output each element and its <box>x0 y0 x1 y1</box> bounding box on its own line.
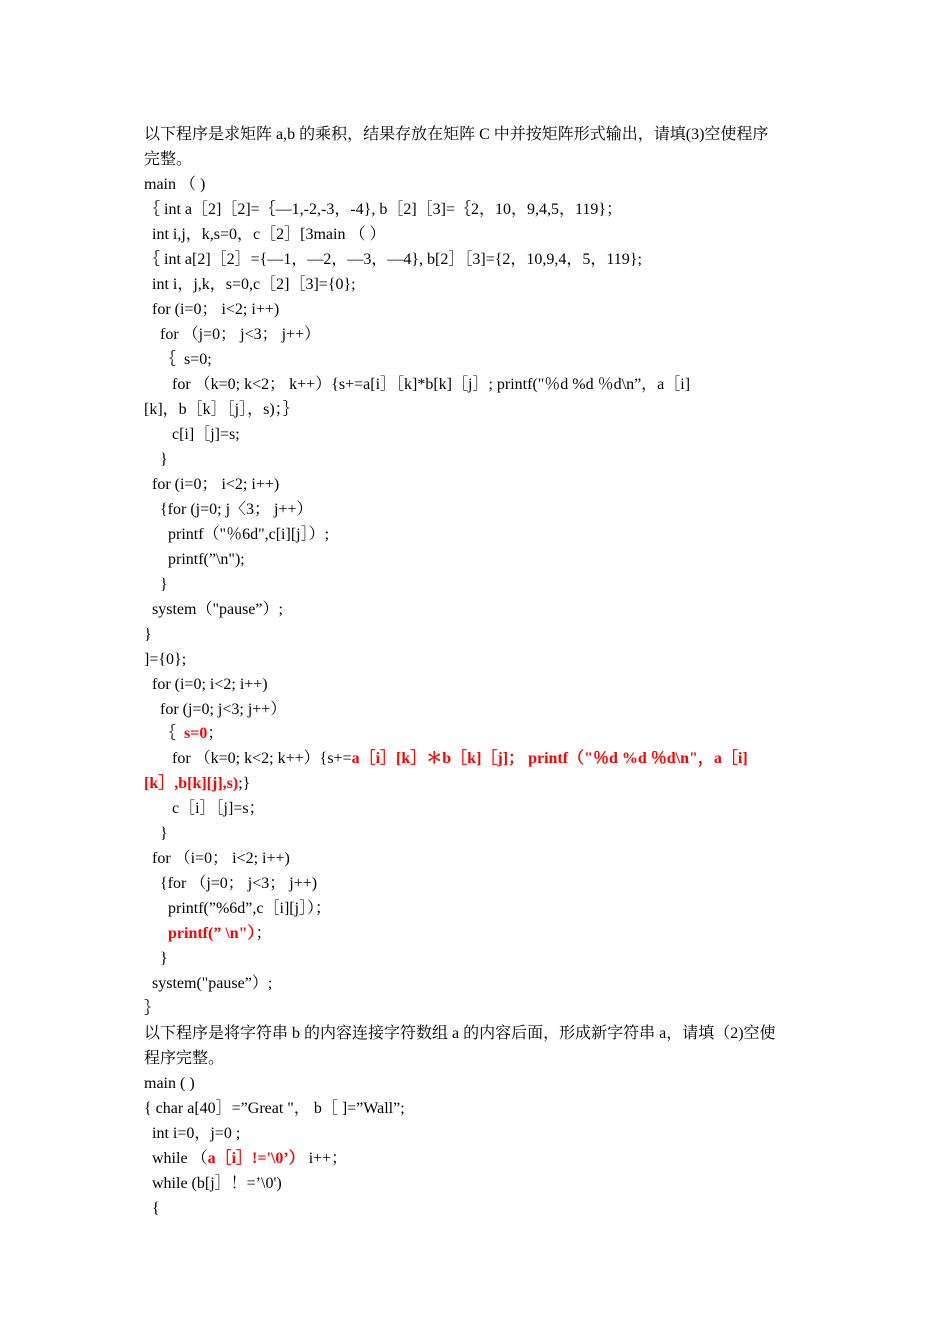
code-line: c［i］［j]=s； <box>144 800 265 817</box>
code-line: for (i=0; i<2; i++) <box>144 676 268 693</box>
code-line: } <box>144 576 168 593</box>
code-line: for （j=0； j<3； j++） <box>144 326 321 343</box>
code-line: ｛ s=0; <box>144 351 212 368</box>
code-line: ｝ <box>144 1000 161 1017</box>
code-text: i++； <box>304 1150 348 1167</box>
code-line: } <box>144 626 152 643</box>
answer-blank-2: a［i］[k］＊b［k]［j]； printf（"％d %d ％d\n"，a［i] <box>351 750 748 767</box>
code-line: printf(”\n"); <box>144 551 245 568</box>
code-text: ;} <box>238 775 251 792</box>
code-line: main ( ) <box>144 1075 195 1092</box>
code-line-answer-sum-cont <box>144 774 820 794</box>
code-line: for (j=0; j<3; j++） <box>144 701 287 718</box>
code-line: ｛ int a[2]［2］={—1，—2，—3，—4}, b[2］［3]={2，10,9,4，5，119}; <box>144 251 642 268</box>
code-text: ； <box>255 925 272 942</box>
code-line: for (i=0； i<2; i++) <box>144 476 280 493</box>
code-line: for （k=0; k<2； k++）{s+=a[i］［k]*b[k]［j］; printf("％d %d ％d\n”，a［i] <box>144 376 691 393</box>
code-line: int i,j，k,s=0，c［2］[3main （ ） <box>144 226 386 243</box>
question-1-intro-line-2: 完整。 <box>144 151 193 168</box>
code-text: while （ <box>144 1150 208 1167</box>
code-line: c[i]［j]=s; <box>144 426 240 443</box>
code-line: } <box>144 451 168 468</box>
code-line-answer-newline <box>144 924 820 944</box>
code-line-answer-s0 <box>144 724 820 744</box>
code-line: int i，j,k，s=0,c［2]［3]={0}; <box>144 276 356 293</box>
code-line: main （ ) <box>144 176 206 193</box>
code-line: } <box>144 950 168 967</box>
code-text: ； <box>207 725 224 742</box>
code-line: [k]，b［k］［j］，s)；｝ <box>144 401 299 418</box>
code-line: for (i=0； i<2; i++) <box>144 301 280 318</box>
code-line: system（"pause”）; <box>144 601 283 618</box>
code-text: for （k=0; k<2; k++）{s+= <box>144 750 352 767</box>
code-line: int i=0，j=0 ; <box>144 1125 241 1142</box>
code-line: while (b[j］！=’\0') <box>144 1175 282 1192</box>
answer-blank-2-continued: [k］,b[k][j],s) <box>144 775 239 792</box>
code-line: {for (j=0; j〈3； j++） <box>144 501 313 518</box>
code-text <box>144 925 168 942</box>
code-text: ｛ <box>144 725 185 742</box>
code-line: ]={0}; <box>144 651 187 668</box>
question-1-intro-line-1: 以下程序是求矩阵 a,b 的乘积，结果存放在矩阵 C 中并按矩阵形式输出，请填(3)空使程序 <box>144 126 769 143</box>
code-line: printf（"％6d",c[i][j］）; <box>144 526 330 543</box>
code-line: {for （j=0； j<3； j++) <box>144 875 318 892</box>
answer-blank-1: s=0 <box>184 725 208 742</box>
code-line: system("pause”）; <box>144 975 273 992</box>
code-line: printf(”%6d”,c［i][j］）； <box>144 900 332 917</box>
code-line: ｛ int a［2]［2]=｛—1,-2,-3，-4}, b［2]［3]=｛2，10，9,4,5，119}； <box>144 201 623 218</box>
code-line: { char a[40］=”Great "， b［ ]=”Wall”; <box>144 1100 405 1117</box>
answer-blank-while: a［i］!='\0’） <box>207 1150 305 1167</box>
answer-blank-3: printf(” \n"） <box>168 925 256 942</box>
question-2-intro-line-1: 以下程序是将字符串 b 的内容连接字符数组 a 的内容后面，形成新字符串 a，请填（2)空使 <box>144 1025 776 1042</box>
code-line: for （i=0； i<2; i++) <box>144 850 290 867</box>
code-line-answer-while <box>144 1149 820 1169</box>
question-2-intro-line-2: 程序完整。 <box>144 1050 225 1067</box>
code-line: } <box>144 825 168 842</box>
code-line: { <box>144 1200 160 1217</box>
code-line-answer-sum <box>144 749 820 769</box>
